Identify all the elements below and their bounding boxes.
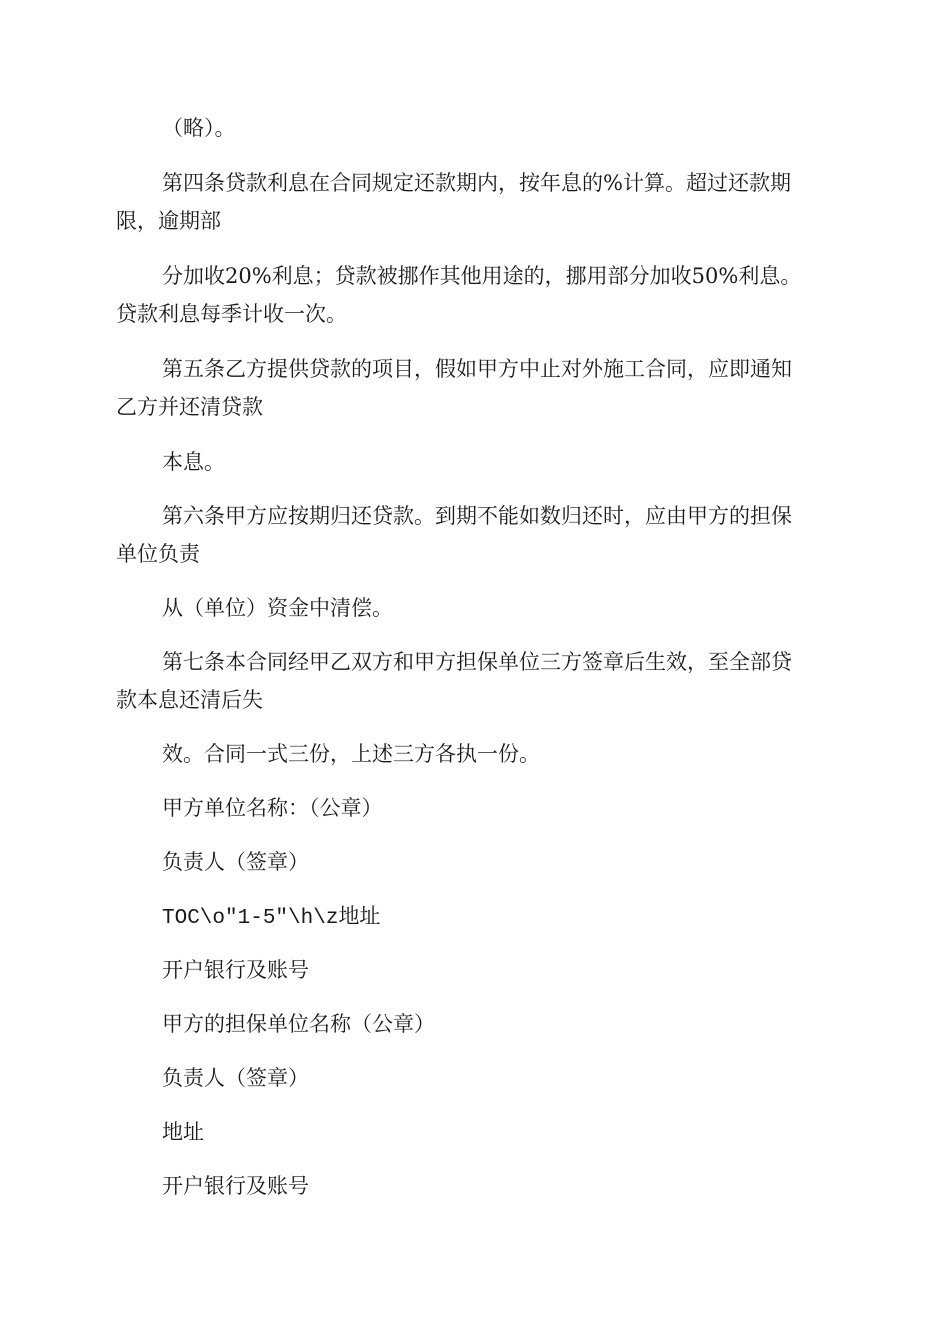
article-4-line-2: 限，逾期部 [116,209,221,233]
article-6-line-3: 从（单位）资金中清偿。 [162,596,393,620]
article-4-line-1: 第四条贷款利息在合同规定还款期内，按年息的%计算。超过还款期 [162,171,791,195]
article-6-line-2: 单位负责 [116,542,200,566]
article-6-line-1: 第六条甲方应按期归还贷款。到期不能如数归还时，应由甲方的担保 [162,504,792,528]
article-7-line-1: 第七条本合同经甲乙双方和甲方担保单位三方签章后生效，至全部贷 [162,650,792,674]
article-7-line-2: 款本息还清后失 [116,688,263,712]
article-5-line-3: 本息。 [162,450,225,474]
article-4-line-3: 分加收20%利息；贷款被挪作其他用途的，挪用部分加收50%利息。 [162,264,802,288]
party-a-address-label: 地址 [338,904,381,928]
article-7-line-3: 效。合同一式三份，上述三方各执一份。 [162,742,540,766]
toc-field-code: TOC\o"1-5"\h\z [162,907,339,930]
party-a-responsible-label: 负责人（签章） [162,850,309,874]
text-line-1: （略）。 [162,116,236,140]
guarantor-address-label: 地址 [162,1120,204,1144]
party-a-name-label: 甲方单位名称：（公章） [162,796,383,820]
guarantor-responsible-label: 负责人（签章） [162,1066,309,1090]
guarantor-bank-label: 开户银行及账号 [162,1174,309,1198]
article-5-line-1: 第五条乙方提供贷款的项目，假如甲方中止对外施工合同，应即通知 [162,357,792,381]
party-a-address-line [162,906,380,929]
article-4-line-4: 贷款利息每季计收一次。 [116,302,347,326]
party-a-bank-label: 开户银行及账号 [162,958,309,982]
guarantor-name-label: 甲方的担保单位名称（公章） [162,1012,435,1036]
article-5-line-2: 乙方并还清贷款 [116,395,263,419]
